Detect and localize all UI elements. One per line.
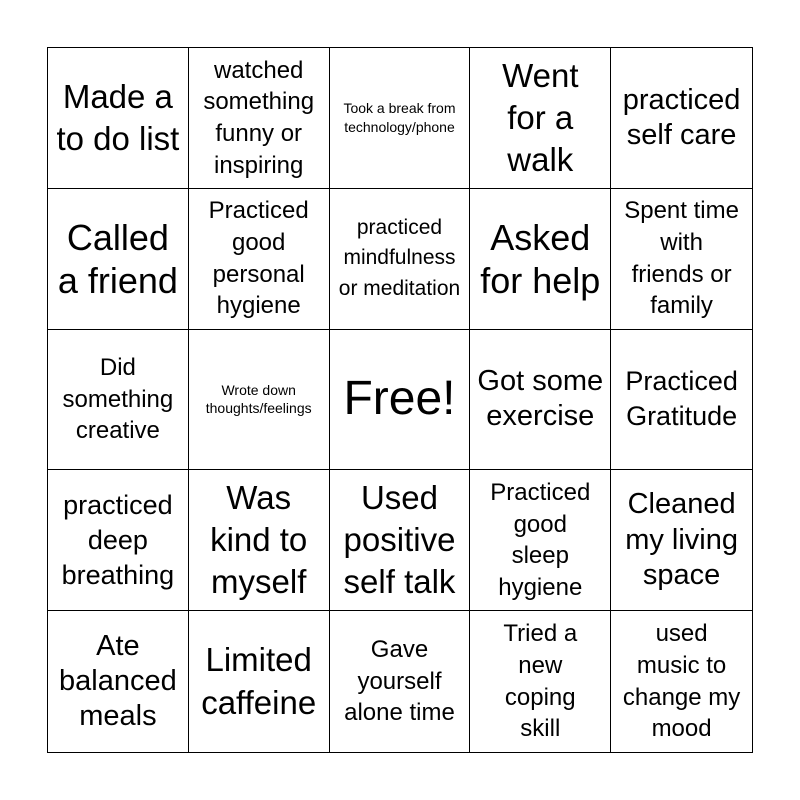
bingo-cell-r4c5[interactable] bbox=[611, 470, 752, 611]
cell-text: Called a friend bbox=[57, 216, 178, 301]
cell-text: Practiced good personal hygiene bbox=[208, 197, 309, 320]
cell-text: Got some exercise bbox=[477, 365, 604, 433]
bingo-cell-r3c1[interactable] bbox=[48, 330, 189, 471]
cell-text: practiced mindfulness or meditation bbox=[338, 216, 461, 300]
bingo-cell-r4c3[interactable] bbox=[330, 470, 471, 611]
free-space: Free! bbox=[343, 372, 456, 426]
cell-text: Spent time with friends or family bbox=[624, 197, 739, 320]
cell-text: Practiced good sleep hygiene bbox=[490, 478, 591, 601]
bingo-cell-r4c4[interactable] bbox=[470, 470, 611, 611]
cell-text: Went for a walk bbox=[502, 56, 579, 179]
bingo-cell-r5c1[interactable] bbox=[48, 611, 189, 752]
cell-text: practiced self care bbox=[622, 83, 741, 151]
cell-text: Ate balanced meals bbox=[59, 629, 177, 733]
cell-text: Took a break from technology/phone bbox=[343, 100, 456, 135]
cell-text: Limited caffeine bbox=[201, 641, 317, 721]
bingo-cell-r2c5[interactable] bbox=[611, 189, 752, 330]
cell-text: Used positive self talk bbox=[343, 478, 456, 601]
bingo-cell-r1c3[interactable] bbox=[330, 48, 471, 189]
bingo-cell-r2c1[interactable] bbox=[48, 189, 189, 330]
bingo-board bbox=[47, 47, 753, 753]
bingo-cell-r3c4[interactable] bbox=[470, 330, 611, 471]
bingo-cell-r1c1[interactable] bbox=[48, 48, 189, 189]
cell-text: Gave yourself alone time bbox=[344, 636, 455, 727]
bingo-cell-r5c4[interactable] bbox=[470, 611, 611, 752]
cell-text: used music to change my mood bbox=[622, 620, 741, 743]
cell-text: practiced deep breathing bbox=[61, 489, 175, 590]
bingo-cell-r3c5[interactable] bbox=[611, 330, 752, 471]
cell-text: Did something creative bbox=[62, 353, 174, 445]
bingo-cell-r2c2[interactable] bbox=[189, 189, 330, 330]
cell-text: watched something funny or inspiring bbox=[203, 56, 315, 179]
bingo-cell-r2c4[interactable] bbox=[470, 189, 611, 330]
cell-text: Tried a new coping skill bbox=[503, 620, 578, 743]
bingo-cell-r5c5[interactable] bbox=[611, 611, 752, 752]
cell-text: Practiced Gratitude bbox=[625, 366, 738, 432]
cell-text: Asked for help bbox=[480, 216, 601, 301]
cell-text: Wrote down thoughts/feelings bbox=[205, 381, 312, 417]
cell-text: Cleaned my living space bbox=[625, 488, 738, 591]
cell-text: Was kind to myself bbox=[210, 478, 308, 601]
bingo-cell-r5c3[interactable] bbox=[330, 611, 471, 752]
bingo-cell-r3c3[interactable] bbox=[330, 330, 471, 471]
bingo-cell-r5c2[interactable] bbox=[189, 611, 330, 752]
bingo-cell-r3c2[interactable] bbox=[189, 330, 330, 471]
bingo-cell-r4c2[interactable] bbox=[189, 470, 330, 611]
cell-text: Made a to do list bbox=[56, 77, 180, 157]
bingo-cell-r1c2[interactable] bbox=[189, 48, 330, 189]
bingo-cell-r1c5[interactable] bbox=[611, 48, 752, 189]
bingo-cell-r1c4[interactable] bbox=[470, 48, 611, 189]
bingo-cell-r4c1[interactable] bbox=[48, 470, 189, 611]
bingo-cell-r2c3[interactable] bbox=[330, 189, 471, 330]
